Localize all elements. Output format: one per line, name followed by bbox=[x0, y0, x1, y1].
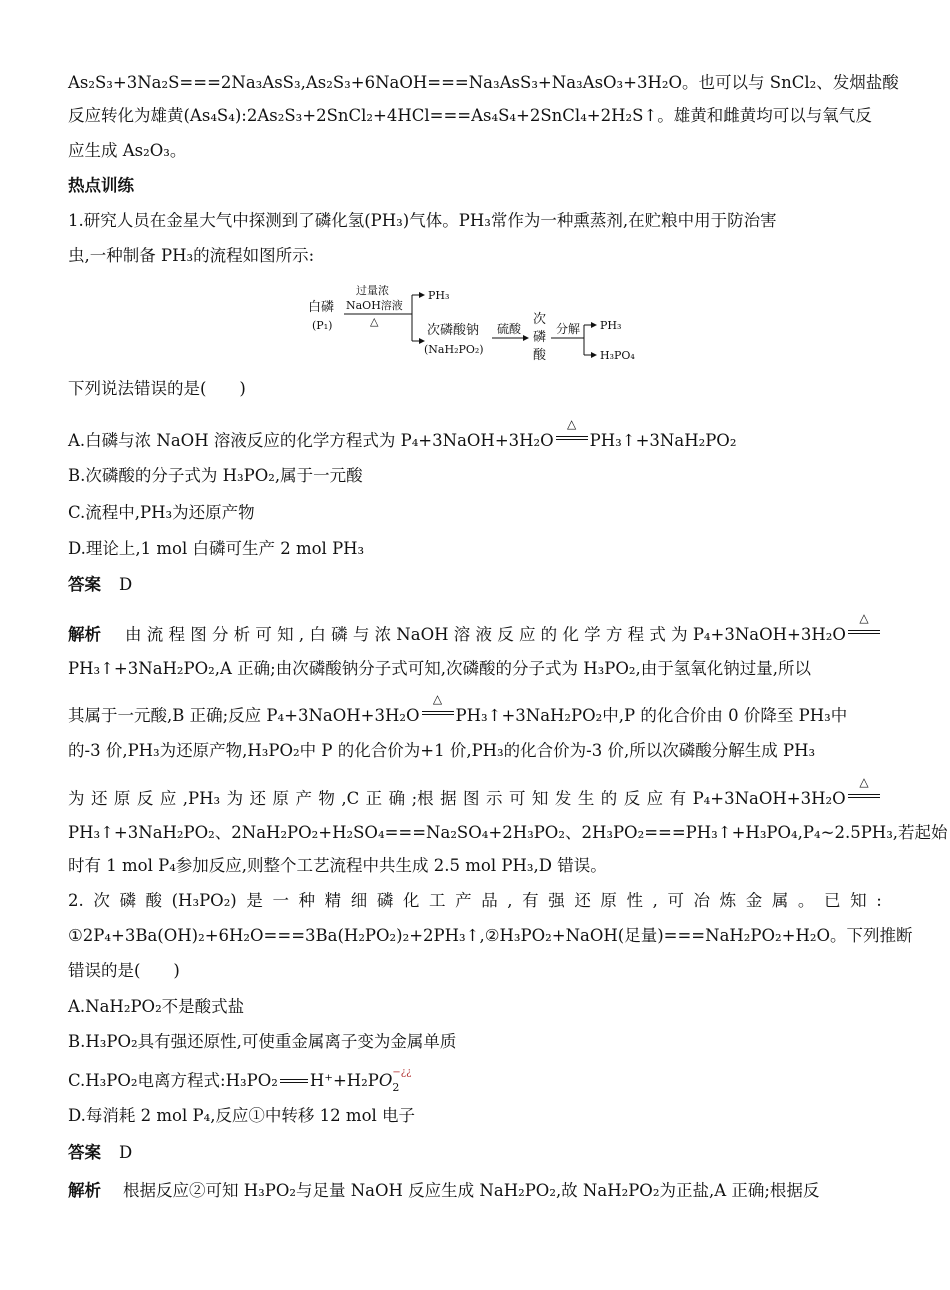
explanation-word: 有 bbox=[669, 789, 687, 808]
explanation-word: 分 bbox=[211, 625, 229, 644]
stem-word: 品 bbox=[481, 891, 498, 910]
q1-answer bbox=[68, 574, 882, 596]
explanation-word: 为 bbox=[671, 625, 688, 644]
explanation-word: 方 bbox=[605, 625, 623, 644]
q2-option-b: B.H₃PO₂具有强还原性,可使重金属离子变为金属单质 bbox=[68, 1032, 457, 1051]
section-title: 热点训练 bbox=[68, 176, 134, 195]
explanation-word: NaOH bbox=[396, 625, 449, 644]
explanation-word: 示 bbox=[486, 789, 503, 808]
explanation-word: 正 bbox=[365, 789, 383, 808]
explanation-word: 可 bbox=[508, 789, 526, 808]
explanation-word: 图 bbox=[463, 789, 480, 808]
stem-word: 是 bbox=[246, 891, 263, 910]
explanation-word: 发 bbox=[554, 789, 572, 808]
stem-word: , bbox=[507, 891, 513, 910]
stem-word: 工 bbox=[429, 891, 446, 910]
reversible-sign bbox=[278, 1070, 310, 1092]
explanation-word: 程 bbox=[627, 625, 645, 644]
flow-decompose: 分解 bbox=[556, 322, 581, 336]
stem-word: 还 bbox=[574, 891, 591, 910]
stem-word: 。 bbox=[797, 891, 815, 910]
flow-condition-heat: △ bbox=[370, 315, 379, 328]
stem-word: 化 bbox=[402, 891, 420, 910]
flow-diagram bbox=[300, 285, 660, 370]
flow-mid-label: 次磷酸钠 bbox=[427, 323, 480, 338]
explanation-word: 磷 bbox=[331, 625, 348, 644]
flow-product-ph3: PH₃ bbox=[428, 289, 450, 302]
explanation-word: 由 bbox=[125, 625, 142, 644]
stem-word: : bbox=[876, 891, 882, 910]
explanation-word: 知 bbox=[531, 789, 549, 808]
q1-explanation-line-7: 时有 1 mol P₄参加反应,则整个工艺流程中共生成 2.5 mol PH₃,D 错误。 bbox=[68, 856, 607, 875]
stem-word: 炼 bbox=[719, 891, 737, 910]
q1-explanation-line-5 bbox=[68, 775, 882, 810]
q2-option-c-script: −¿¿ 2 bbox=[392, 1067, 412, 1094]
explanation-word: 生 bbox=[577, 789, 595, 808]
q2-option-c bbox=[68, 1067, 882, 1094]
q2-stem-line-3: 错误的是( ) bbox=[68, 961, 180, 980]
stem-word: 已 bbox=[824, 891, 841, 910]
stem-word: 属 bbox=[771, 891, 789, 910]
q2-explanation-label: 解析 bbox=[68, 1181, 101, 1200]
explanation-word: 与 bbox=[352, 625, 370, 644]
q1-explanation-line-3 bbox=[68, 692, 882, 727]
intro-line-2: 反应转化为雄黄(As₄S₄):2As₂S₃+2SnCl₂+4HCl===As₄S₄+2SnCl₄+2H₂S↑。雄黄和雌黄均可以与氧气反 bbox=[68, 106, 872, 125]
stem-word: 冶 bbox=[693, 891, 711, 910]
stem-word: 次 bbox=[93, 891, 110, 910]
stem-word: 细 bbox=[350, 891, 368, 910]
q2-stem-line-1 bbox=[68, 890, 882, 912]
flow-acid-char-3: 酸 bbox=[533, 348, 547, 363]
heat-equals-sign: △ bbox=[420, 705, 456, 727]
stem-word: 性 bbox=[626, 891, 643, 910]
explanation-word: 知 bbox=[277, 625, 294, 644]
explanation-word: 浓 bbox=[374, 625, 392, 644]
heat-equals-sign: △ bbox=[846, 788, 882, 810]
explanation-word: P₄+3NaOH+3H₂O bbox=[692, 789, 846, 808]
q2-option-d: D.每消耗 2 mol P₄,反应①中转移 12 mol 电子 bbox=[68, 1106, 416, 1125]
stem-word: 原 bbox=[600, 891, 617, 910]
q1-explanation-line-6: PH₃↑+3NaH₂PO₂、2NaH₂PO₂+H₂SO₄===Na₂SO₄+2H₃PO₂、2H₃PO₂===PH₃↑+H₃PO₄,P₄~2.5PH₃,若起始 bbox=[68, 823, 948, 842]
q2-explanation-line-1 bbox=[68, 1180, 882, 1202]
explanation-word: 反 bbox=[136, 789, 154, 808]
explanation-word: 还 bbox=[249, 789, 267, 808]
flow-condition-2: NaOH溶液 bbox=[346, 299, 403, 312]
q1-explanation-line-1 bbox=[68, 611, 882, 646]
explanation-word: 学 bbox=[584, 625, 601, 644]
q1-option-d: D.理论上,1 mol 白磷可生产 2 mol PH₃ bbox=[68, 539, 365, 558]
explanation-word: 反 bbox=[497, 625, 514, 644]
explanation-word: 据 bbox=[440, 789, 457, 808]
explanation-word: 析 bbox=[233, 625, 251, 644]
stem-word: 一 bbox=[272, 891, 289, 910]
q1-explanation-line-2: PH₃↑+3NaH₂PO₂,A 正确;由次磷酸钠分子式可知,次磷酸的分子式为 H₃PO₂,由于氢氧化钠过量,所以 bbox=[68, 659, 811, 678]
q2-option-c-ions: H⁺+H₂P bbox=[309, 1071, 379, 1090]
q2-answer bbox=[68, 1142, 882, 1164]
flow-mid-formula: (NaH₂PO₂) bbox=[424, 343, 484, 356]
q1-explanation-line-3-right: PH₃↑+3NaH₂PO₂中,P 的化合价由 0 价降至 PH₃中 bbox=[455, 706, 848, 725]
explanation-word: 的 bbox=[540, 625, 558, 644]
explanation-word: 流 bbox=[146, 625, 164, 644]
q1-stem-line-1: 1.研究人员在金星大气中探测到了磷化氢(PH₃)气体。PH₃常作为一种熏蒸剂,在贮粮中用于防治害 bbox=[68, 211, 777, 230]
flow-reagent: 硫酸 bbox=[497, 322, 522, 336]
flow-output-ph3: PH₃ bbox=[600, 319, 622, 332]
stem-word: 磷 bbox=[119, 891, 136, 910]
flow-start-formula: (P₁) bbox=[312, 319, 333, 332]
q1-explanation-words bbox=[125, 624, 846, 646]
explanation-word: 图 bbox=[190, 625, 207, 644]
explanation-word: 式 bbox=[649, 625, 666, 644]
explanation-word: 产 bbox=[295, 789, 312, 808]
q2-option-a: A.NaH₂PO₂不是酸式盐 bbox=[68, 997, 245, 1016]
stem-word: (H₃PO₂) bbox=[171, 891, 237, 910]
explanation-word: 的 bbox=[600, 789, 618, 808]
flow-condition-1: 过量浓 bbox=[356, 285, 389, 297]
flow-start-label: 白磷 bbox=[308, 300, 335, 315]
explanation-word: , bbox=[298, 625, 305, 644]
explanation-word: 液 bbox=[475, 625, 492, 644]
explanation-word: ;根 bbox=[411, 789, 434, 808]
stem-word: 产 bbox=[455, 891, 472, 910]
stem-word: 强 bbox=[548, 891, 565, 910]
q1-explanation-words-5 bbox=[68, 788, 846, 810]
q1-option-b: B.次磷酸的分子式为 H₃PO₂,属于一元酸 bbox=[68, 466, 363, 485]
q1-option-a bbox=[68, 417, 882, 452]
stem-word: 种 bbox=[298, 891, 316, 910]
stem-word: 有 bbox=[522, 891, 539, 910]
stem-word: 2. bbox=[68, 891, 84, 910]
explanation-word: ,C bbox=[341, 789, 360, 808]
heat-equals-sign: △ bbox=[554, 430, 590, 452]
explanation-word: 程 bbox=[168, 625, 185, 644]
explanation-word: 白 bbox=[309, 625, 326, 644]
q2-answer-label: 答案 bbox=[68, 1143, 101, 1162]
explanation-word: 应 bbox=[518, 625, 536, 644]
q2-stem-words bbox=[68, 890, 882, 912]
flow-acid-char-1: 次 bbox=[533, 312, 547, 327]
q1-explanation-line-4: 的-3 价,PH₃为还原产物,H₃PO₂中 P 的化合价为+1 价,PH₃的化合价为-3 价,所以次磷酸分解生成 PH₃ bbox=[68, 741, 816, 760]
stem-word: 精 bbox=[324, 891, 342, 910]
flow-output-h3po4: H₃PO₄ bbox=[600, 349, 635, 362]
explanation-word: 还 bbox=[90, 789, 108, 808]
explanation-word: 为 bbox=[68, 789, 85, 808]
stem-word: 可 bbox=[667, 891, 684, 910]
q2-option-c-left: C.H₃PO₂电离方程式:H₃PO₂ bbox=[68, 1071, 278, 1090]
explanation-word: 原 bbox=[272, 789, 289, 808]
stem-word: , bbox=[652, 891, 658, 910]
q1-explanation-line-3-left: 其属于一元酸,B 正确;反应 P₄+3NaOH+3H₂O bbox=[68, 706, 420, 725]
stem-word: 磷 bbox=[376, 891, 394, 910]
q1-explanation-label: 解析 bbox=[68, 625, 101, 644]
explanation-word: 可 bbox=[255, 625, 272, 644]
explanation-word: 溶 bbox=[453, 625, 471, 644]
explanation-word: 物 bbox=[318, 789, 335, 808]
q1-option-a-left: A.白磷与浓 NaOH 溶液反应的化学方程式为 P₄+3NaOH+3H₂O bbox=[68, 431, 554, 450]
explanation-word: 为 bbox=[226, 789, 244, 808]
stem-word: 金 bbox=[745, 891, 763, 910]
explanation-word: ,PH₃ bbox=[182, 789, 221, 808]
stem-word: 酸 bbox=[145, 891, 163, 910]
q2-stem-line-2: ①2P₄+3Ba(OH)₂+6H₂O===3Ba(H₂PO₂)₂+2PH₃↑,②H₃PO₂+NaOH(足量)===NaH₂PO₂+H₂O。下列推断 bbox=[68, 926, 913, 945]
q2-explanation-text: 根据反应②可知 H₃PO₂与足量 NaOH 反应生成 NaH₂PO₂,故 NaH₂PO₂为正盐,A 正确;根据反 bbox=[123, 1181, 820, 1200]
explanation-word: 确 bbox=[388, 789, 406, 808]
q2-option-c-oxygen: O bbox=[378, 1071, 393, 1090]
q1-prompt: 下列说法错误的是( ) bbox=[68, 379, 246, 398]
q1-answer-label: 答案 bbox=[68, 575, 101, 594]
explanation-word: 应 bbox=[159, 789, 177, 808]
q2-answer-value: D bbox=[119, 1143, 133, 1162]
explanation-word: 原 bbox=[113, 789, 131, 808]
q1-stem-line-2: 虫,一种制备 PH₃的流程如图所示: bbox=[68, 246, 315, 265]
intro-line-1: As₂S₃+3Na₂S===2Na₃AsS₃,As₂S₃+6NaOH===Na₃AsS₃+Na₃AsO₃+3H₂O。也可以与 SnCl₂、发烟盐酸 bbox=[68, 73, 899, 92]
explanation-word: 化 bbox=[562, 625, 579, 644]
explanation-word: P₄+3NaOH+3H₂O bbox=[692, 625, 846, 644]
flow-acid-char-2: 磷 bbox=[533, 330, 547, 345]
explanation-word: 反 bbox=[623, 789, 641, 808]
explanation-word: 应 bbox=[646, 789, 664, 808]
q1-answer-value: D bbox=[119, 575, 133, 594]
intro-line-3: 应生成 As₂O₃。 bbox=[68, 141, 187, 160]
q1-option-a-right: PH₃↑+3NaH₂PO₂ bbox=[589, 431, 737, 450]
heat-equals-sign: △ bbox=[846, 624, 882, 646]
q1-option-c: C.流程中,PH₃为还原产物 bbox=[68, 503, 255, 522]
stem-word: 知 bbox=[850, 891, 867, 910]
